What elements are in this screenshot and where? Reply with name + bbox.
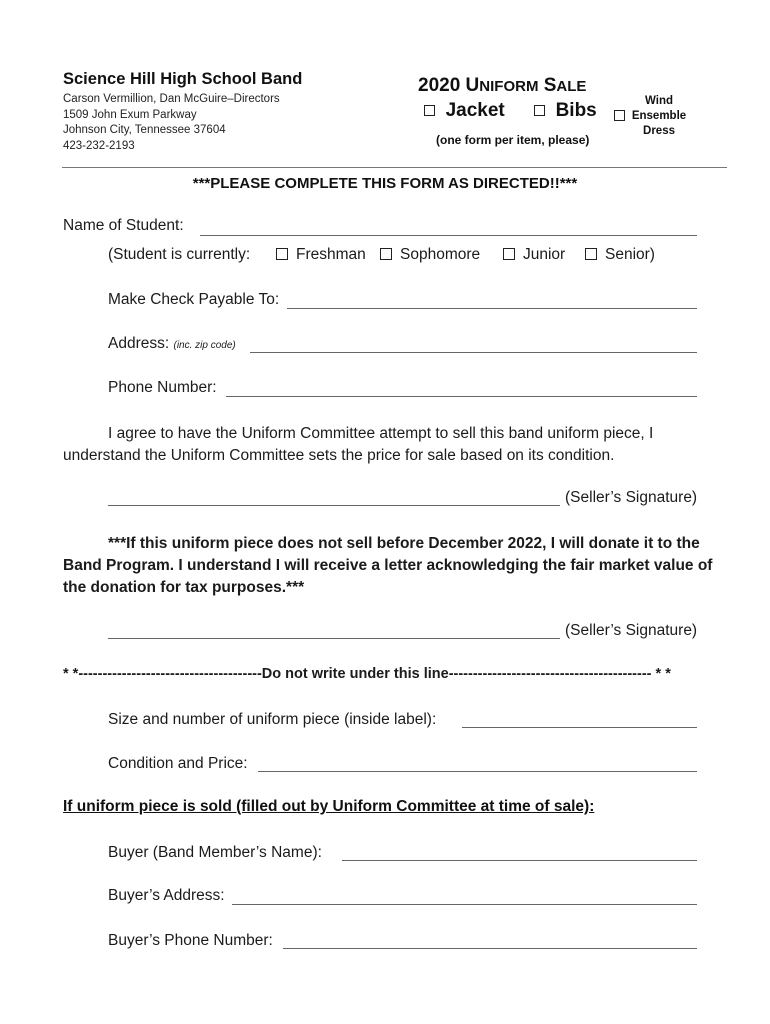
do-not-write-divider: * *--------------------------------------Do not write under this line------------------------------------------ * * xyxy=(63,666,671,682)
phone-field[interactable] xyxy=(226,396,697,397)
donation-text: ***If this uniform piece does not sell before December 2022, I will donate it to the Band Program. I understand I will receive a letter acknowledging the fair market value of the donation for tax purposes.*** xyxy=(63,535,713,596)
senior-option[interactable]: Senior) xyxy=(585,246,655,264)
buyer-phone-field[interactable] xyxy=(283,948,697,949)
address-field[interactable] xyxy=(250,352,697,353)
street-address: 1509 John Exum Parkway xyxy=(63,109,197,121)
org-phone: 423-232-2193 xyxy=(63,140,135,152)
bibs-option[interactable]: Bibs xyxy=(534,100,597,122)
size-label: Size and number of uniform piece (inside label): xyxy=(108,711,437,728)
org-name: Science Hill High School Band xyxy=(63,70,303,88)
jacket-checkbox[interactable] xyxy=(424,105,435,116)
freshman-checkbox[interactable] xyxy=(276,248,288,260)
city-address: Johnson City, Tennessee 37604 xyxy=(63,124,226,136)
seller-signature-label-1: (Seller’s Signature) xyxy=(565,489,698,506)
sophomore-option[interactable]: Sophomore xyxy=(380,246,480,264)
freshman-option[interactable]: Freshman xyxy=(276,246,366,264)
instruction-heading: ***PLEASE COMPLETE THIS FORM AS DIRECTED!!*** xyxy=(192,175,578,192)
condition-price-label: Condition and Price: xyxy=(108,755,248,772)
size-field[interactable] xyxy=(462,727,697,728)
student-name-label: Name of Student: xyxy=(63,217,184,234)
directors: Carson Vermillion, Dan McGuire–Directors xyxy=(63,93,280,105)
phone-label: Phone Number: xyxy=(108,379,217,396)
agreement-text: I agree to have the Uniform Committee attempt to sell this band uniform piece, I understand the Uniform Committee sets the price for sale based on its condition. xyxy=(63,425,654,464)
buyer-phone-label: Buyer’s Phone Number: xyxy=(108,932,273,949)
buyer-address-label: Buyer’s Address: xyxy=(108,887,225,904)
address-label: Address: (inc. zip code) xyxy=(108,335,236,352)
seller-signature-line-2[interactable] xyxy=(108,638,560,639)
senior-checkbox[interactable] xyxy=(585,248,597,260)
buyer-address-field[interactable] xyxy=(232,904,697,905)
sophomore-checkbox[interactable] xyxy=(380,248,392,260)
student-name-field[interactable] xyxy=(200,235,697,236)
form-title: 2020 UNIFORM SALE xyxy=(418,75,587,96)
junior-option[interactable]: Junior xyxy=(503,246,565,264)
bibs-checkbox[interactable] xyxy=(534,105,545,116)
seller-signature-label-2: (Seller’s Signature) xyxy=(565,622,698,639)
condition-price-field[interactable] xyxy=(258,771,697,772)
student-status-label: (Student is currently: xyxy=(108,246,251,263)
buyer-name-field[interactable] xyxy=(342,860,697,861)
jacket-option[interactable]: Jacket xyxy=(424,100,505,122)
wind-ensemble-checkbox[interactable] xyxy=(614,107,625,125)
check-payable-label: Make Check Payable To: xyxy=(108,291,280,308)
seller-signature-line-1[interactable] xyxy=(108,505,560,506)
one-form-note: (one form per item, please) xyxy=(436,133,590,147)
buyer-name-label: Buyer (Band Member’s Name): xyxy=(108,844,322,861)
wind-ensemble-label: Wind Ensemble Dress xyxy=(631,95,687,137)
sold-heading: If uniform piece is sold (filled out by Uniform Committee at time of sale): xyxy=(63,798,595,815)
junior-checkbox[interactable] xyxy=(503,248,515,260)
header-divider xyxy=(62,167,727,168)
check-payable-field[interactable] xyxy=(287,308,697,309)
